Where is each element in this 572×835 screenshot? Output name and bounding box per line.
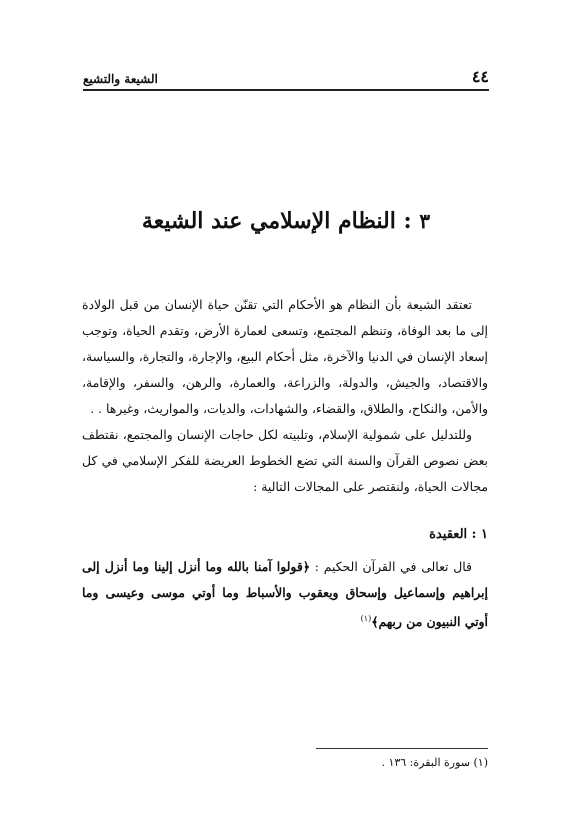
footnote-divider — [316, 748, 488, 749]
verse-paragraph — [82, 554, 488, 635]
chapter-title: النظام الإسلامي عند الشيعة — [141, 208, 396, 234]
quran-verse: ﴿قولوا آمنا بالله وما أنزل إلينا وما أنزل إلى إبراهيم وإسماعيل وإسحاق ويعقوب والأسباط وما أوتي موسى وعيسى وما أوتي النبيون من ربهم﴾ — [82, 559, 488, 630]
verse-intro: قال تعالى في القرآن الحكيم : — [310, 559, 472, 574]
paragraph-2: وللتدليل على شمولية الإسلام، وتلبيته لكل حاجات الإنسان والمجتمع، نقتطف بعض نصوص القرآن والسنة التي تضع الخطوط العريضة للفكر الإسلامي في كل مجالات الحياة، ولنقتصر على المجالات التالية : — [82, 427, 488, 494]
running-header — [83, 62, 489, 91]
chapter-heading — [70, 208, 502, 234]
footnote: (١) سورة البقرة: ١٣٦ . — [381, 756, 488, 769]
running-title: الشيعة والتشيع — [83, 72, 158, 86]
section-heading-aqeeda: ١ : العقيدة — [429, 527, 488, 542]
body-text — [82, 292, 488, 635]
page-number: ٤٤ — [471, 67, 489, 86]
paragraph-1: تعتقد الشيعة بأن النظام هو الأحكام التي تقنّن حياة الإنسان من قبل الولادة إلى ما بعد الوفاة، وتنظم المجتمع، وتسعى لعمارة الأرض، وتقدم الحياة، وتوجب إسعاد الإنسان في الدنيا والآخرة، مثل أحكام البيع، والإجارة، والتجارة، والسياسة، والاقتصاد، والجيش، والدولة، والزراعة، والعمارة، والرهن، والسفر، والإقامة، والأمن، والنكاح، والطلاق، والقضاء، والشهادات، والديات، والمواريث، وغيرها . . — [82, 297, 488, 416]
footnote-reference: (١) — [360, 614, 372, 623]
chapter-number: ٣ — [419, 209, 431, 233]
chapter-separator: : — [395, 208, 412, 234]
